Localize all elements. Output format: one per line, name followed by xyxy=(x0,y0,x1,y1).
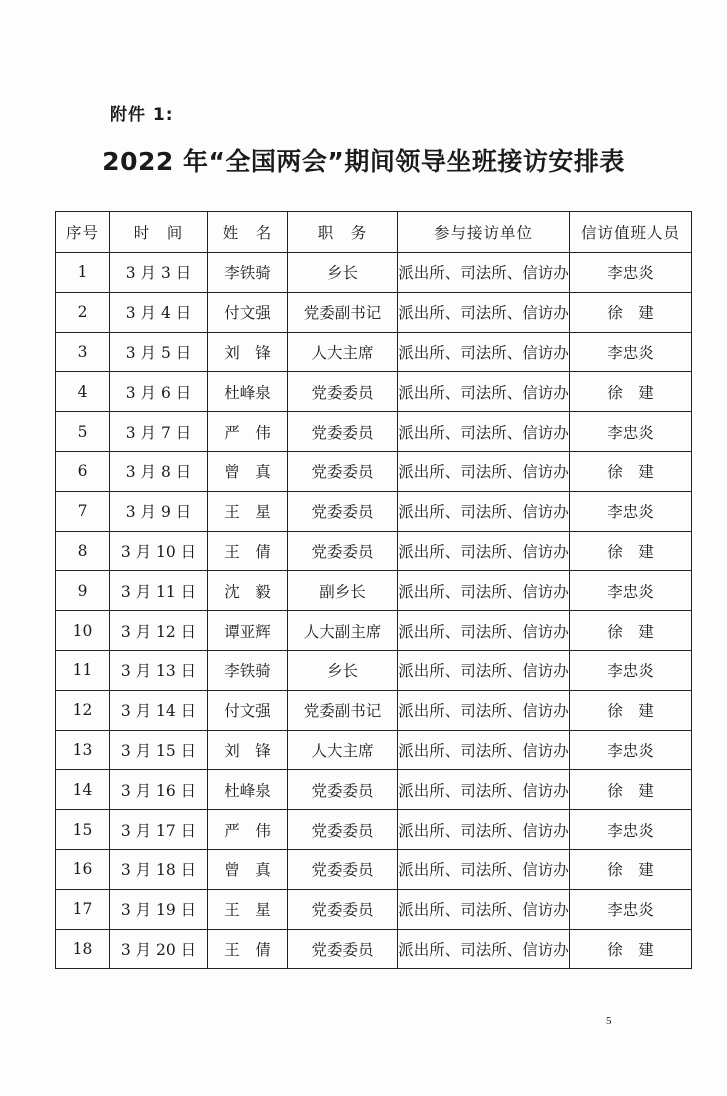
cell-position: 党委委员 xyxy=(288,491,398,531)
cell-name: 曾 真 xyxy=(208,451,288,491)
cell-position: 党委副书记 xyxy=(288,690,398,730)
table-row xyxy=(56,372,692,412)
cell-duty-staff: 李忠炎 xyxy=(570,571,692,611)
header-duty-staff: 信访值班人员 xyxy=(570,212,692,253)
cell-units: 派出所、司法所、信访办 xyxy=(398,332,570,372)
cell-date: 3 月 18 日 xyxy=(110,849,208,889)
cell-date: 3 月 15 日 xyxy=(110,730,208,770)
cell-number: 8 xyxy=(56,531,110,571)
cell-number: 1 xyxy=(56,253,110,293)
table-row xyxy=(56,889,692,929)
table-row xyxy=(56,810,692,850)
cell-name: 刘 锋 xyxy=(208,332,288,372)
cell-duty-staff: 徐 建 xyxy=(570,292,692,332)
cell-name: 谭亚辉 xyxy=(208,611,288,651)
cell-name: 刘 锋 xyxy=(208,730,288,770)
cell-position: 党委委员 xyxy=(288,451,398,491)
cell-position: 党委委员 xyxy=(288,810,398,850)
cell-number: 16 xyxy=(56,849,110,889)
cell-name: 杜峰泉 xyxy=(208,770,288,810)
cell-number: 15 xyxy=(56,810,110,850)
cell-duty-staff: 李忠炎 xyxy=(570,889,692,929)
cell-duty-staff: 徐 建 xyxy=(570,690,692,730)
table-row xyxy=(56,491,692,531)
schedule-body xyxy=(56,253,692,969)
table-row xyxy=(56,690,692,730)
cell-number: 2 xyxy=(56,292,110,332)
cell-name: 李铁骑 xyxy=(208,253,288,293)
cell-position: 党委委员 xyxy=(288,531,398,571)
table-row xyxy=(56,531,692,571)
cell-units: 派出所、司法所、信访办 xyxy=(398,491,570,531)
cell-position: 党委委员 xyxy=(288,889,398,929)
table-row xyxy=(56,929,692,969)
cell-units: 派出所、司法所、信访办 xyxy=(398,611,570,651)
cell-name: 付文强 xyxy=(208,690,288,730)
cell-position: 党委副书记 xyxy=(288,292,398,332)
attachment-label: 附件 1: xyxy=(110,105,174,125)
table-row xyxy=(56,611,692,651)
cell-number: 7 xyxy=(56,491,110,531)
cell-duty-staff: 李忠炎 xyxy=(570,332,692,372)
cell-date: 3 月 9 日 xyxy=(110,491,208,531)
cell-units: 派出所、司法所、信访办 xyxy=(398,810,570,850)
cell-number: 10 xyxy=(56,611,110,651)
cell-name: 王 倩 xyxy=(208,929,288,969)
cell-duty-staff: 徐 建 xyxy=(570,372,692,412)
cell-name: 王 倩 xyxy=(208,531,288,571)
cell-date: 3 月 6 日 xyxy=(110,372,208,412)
cell-date: 3 月 11 日 xyxy=(110,571,208,611)
cell-units: 派出所、司法所、信访办 xyxy=(398,849,570,889)
header-position: 职 务 xyxy=(288,212,398,253)
cell-position: 党委委员 xyxy=(288,412,398,452)
cell-date: 3 月 17 日 xyxy=(110,810,208,850)
cell-date: 3 月 10 日 xyxy=(110,531,208,571)
table-header-row xyxy=(56,212,692,253)
table-row xyxy=(56,332,692,372)
cell-units: 派出所、司法所、信访办 xyxy=(398,690,570,730)
cell-units: 派出所、司法所、信访办 xyxy=(398,571,570,611)
table-row xyxy=(56,571,692,611)
cell-duty-staff: 徐 建 xyxy=(570,849,692,889)
cell-units: 派出所、司法所、信访办 xyxy=(398,372,570,412)
cell-duty-staff: 李忠炎 xyxy=(570,253,692,293)
cell-duty-staff: 徐 建 xyxy=(570,531,692,571)
cell-position: 党委委员 xyxy=(288,372,398,412)
cell-number: 13 xyxy=(56,730,110,770)
table-row xyxy=(56,292,692,332)
cell-units: 派出所、司法所、信访办 xyxy=(398,929,570,969)
cell-number: 6 xyxy=(56,451,110,491)
table-row xyxy=(56,650,692,690)
header-name: 姓 名 xyxy=(208,212,288,253)
cell-duty-staff: 徐 建 xyxy=(570,451,692,491)
cell-date: 3 月 12 日 xyxy=(110,611,208,651)
table-row xyxy=(56,730,692,770)
cell-duty-staff: 李忠炎 xyxy=(570,810,692,850)
cell-number: 18 xyxy=(56,929,110,969)
cell-name: 严 伟 xyxy=(208,810,288,850)
cell-name: 李铁骑 xyxy=(208,650,288,690)
cell-position: 党委委员 xyxy=(288,849,398,889)
cell-position: 乡长 xyxy=(288,253,398,293)
page-number: 5 xyxy=(606,1015,612,1027)
table-row xyxy=(56,253,692,293)
cell-number: 12 xyxy=(56,690,110,730)
cell-number: 5 xyxy=(56,412,110,452)
cell-date: 3 月 3 日 xyxy=(110,253,208,293)
cell-name: 付文强 xyxy=(208,292,288,332)
cell-duty-staff: 徐 建 xyxy=(570,611,692,651)
cell-name: 王 星 xyxy=(208,889,288,929)
cell-units: 派出所、司法所、信访办 xyxy=(398,292,570,332)
cell-number: 3 xyxy=(56,332,110,372)
document-title: 2022 年“全国两会”期间领导坐班接访安排表 xyxy=(102,147,625,176)
table-row xyxy=(56,770,692,810)
cell-date: 3 月 4 日 xyxy=(110,292,208,332)
cell-date: 3 月 16 日 xyxy=(110,770,208,810)
header-units: 参与接访单位 xyxy=(398,212,570,253)
cell-date: 3 月 8 日 xyxy=(110,451,208,491)
cell-number: 11 xyxy=(56,650,110,690)
cell-units: 派出所、司法所、信访办 xyxy=(398,451,570,491)
cell-name: 杜峰泉 xyxy=(208,372,288,412)
cell-position: 人大主席 xyxy=(288,730,398,770)
cell-date: 3 月 19 日 xyxy=(110,889,208,929)
cell-units: 派出所、司法所、信访办 xyxy=(398,253,570,293)
cell-position: 人大主席 xyxy=(288,332,398,372)
cell-name: 王 星 xyxy=(208,491,288,531)
header-number: 序号 xyxy=(56,212,110,253)
cell-duty-staff: 李忠炎 xyxy=(570,491,692,531)
cell-number: 4 xyxy=(56,372,110,412)
cell-name: 曾 真 xyxy=(208,849,288,889)
cell-date: 3 月 7 日 xyxy=(110,412,208,452)
cell-units: 派出所、司法所、信访办 xyxy=(398,770,570,810)
cell-position: 人大副主席 xyxy=(288,611,398,651)
cell-units: 派出所、司法所、信访办 xyxy=(398,650,570,690)
cell-position: 乡长 xyxy=(288,650,398,690)
cell-number: 17 xyxy=(56,889,110,929)
cell-date: 3 月 14 日 xyxy=(110,690,208,730)
cell-duty-staff: 徐 建 xyxy=(570,770,692,810)
cell-date: 3 月 20 日 xyxy=(110,929,208,969)
cell-duty-staff: 李忠炎 xyxy=(570,412,692,452)
table-row xyxy=(56,412,692,452)
table-row xyxy=(56,849,692,889)
cell-position: 副乡长 xyxy=(288,571,398,611)
cell-units: 派出所、司法所、信访办 xyxy=(398,412,570,452)
cell-date: 3 月 13 日 xyxy=(110,650,208,690)
header-date: 时 间 xyxy=(110,212,208,253)
cell-duty-staff: 李忠炎 xyxy=(570,730,692,770)
cell-duty-staff: 徐 建 xyxy=(570,929,692,969)
cell-units: 派出所、司法所、信访办 xyxy=(398,531,570,571)
cell-units: 派出所、司法所、信访办 xyxy=(398,730,570,770)
cell-name: 严 伟 xyxy=(208,412,288,452)
cell-name: 沈 毅 xyxy=(208,571,288,611)
cell-position: 党委委员 xyxy=(288,929,398,969)
cell-date: 3 月 5 日 xyxy=(110,332,208,372)
schedule-table xyxy=(55,211,692,969)
cell-duty-staff: 李忠炎 xyxy=(570,650,692,690)
cell-position: 党委委员 xyxy=(288,770,398,810)
cell-number: 9 xyxy=(56,571,110,611)
cell-number: 14 xyxy=(56,770,110,810)
cell-units: 派出所、司法所、信访办 xyxy=(398,889,570,929)
table-row xyxy=(56,451,692,491)
